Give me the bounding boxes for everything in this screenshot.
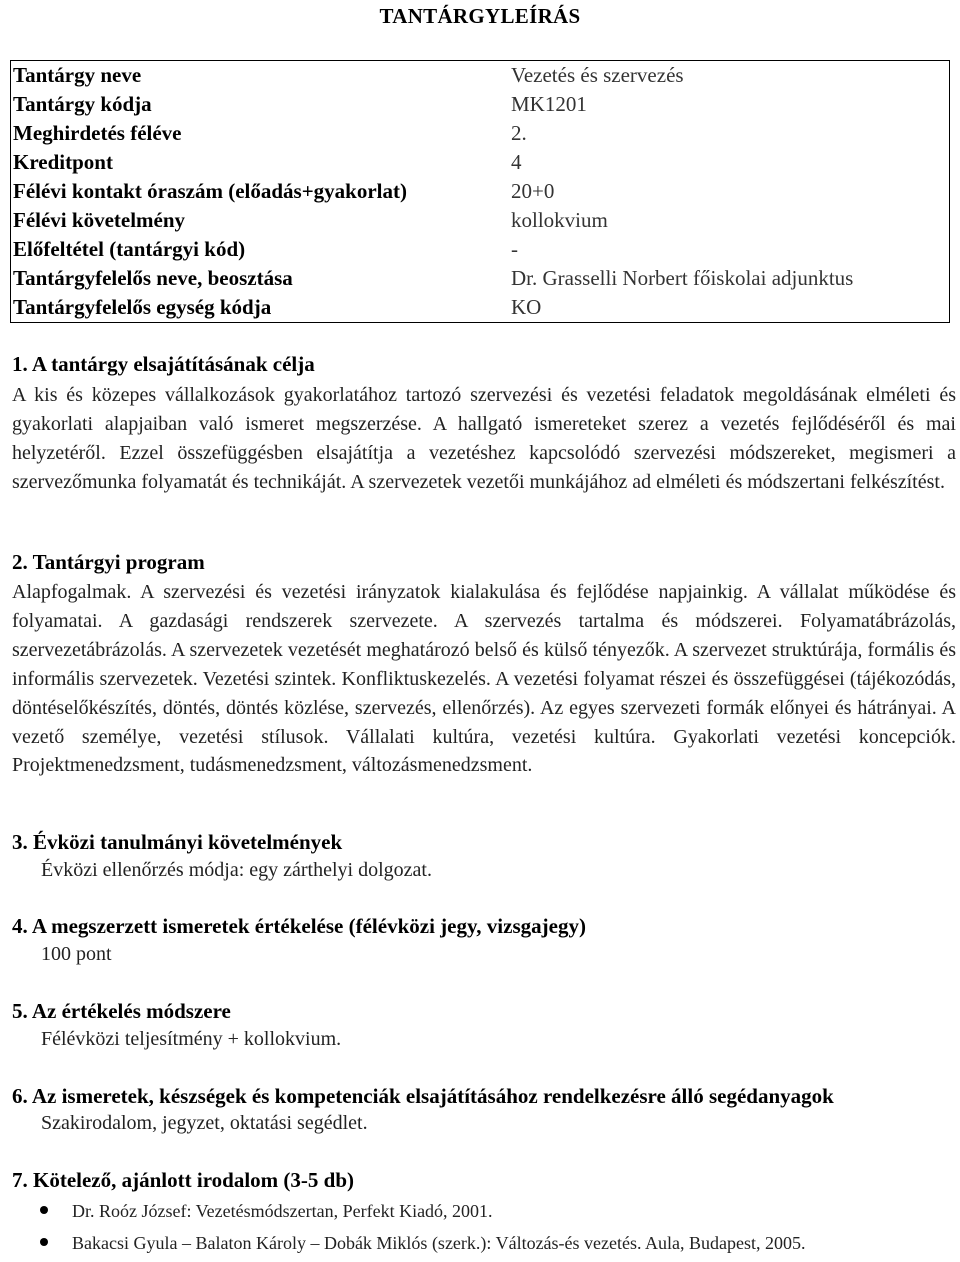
info-value: KO	[511, 295, 542, 319]
reference-list	[40, 1198, 806, 1262]
section-body: Alapfogalmak. A szervezési és vezetési irányzatok kialakulása és fejlődése napjainkig. A vállalat működése és folyamatai. A gazdasági rendszerek szervezete. A szervezés tartalma és módszerei. Folyamatábrázolás, szervezetábrázolás. A szervezetek vezetését meghatározó belső és külső tényezők. A szervezet struktúrája, formális és informális szervezetek. Vezetési szintek. Konfliktuskezelés. A vezetési folyamat részei és összefüggései (tájékozódás, döntéselőkészítés, döntés, döntés közlése, szervezés, ellenőrzés). Az egyes szervezeti formák előnyei és hátrányai. A vezető személye, vezetési stílusok. Vállalati kultúra, vezetési kultúra. Gyakorlati vezetési koncepciók. Projektmenedzsment, tudásmenedzsment, változásmenedzsment.	[12, 581, 956, 777]
info-value: 4	[511, 150, 522, 174]
section-body: 100 pont	[41, 943, 112, 965]
info-label: Félévi követelmény	[13, 208, 186, 232]
section-heading: 3. Évközi tanulmányi követelmények	[12, 830, 343, 854]
info-value: kollokvium	[511, 208, 608, 232]
info-label: Tantárgyfelelős neve, beosztása	[13, 266, 293, 290]
section-heading: 5. Az értékelés módszere	[12, 999, 231, 1023]
list-item	[40, 1198, 806, 1230]
info-row	[11, 148, 949, 177]
course-info-table	[10, 60, 950, 323]
info-label: Kreditpont	[13, 150, 113, 174]
section-heading: 2. Tantárgyi program	[12, 550, 205, 574]
info-row	[11, 206, 949, 235]
document-title: TANTÁRGYLEÍRÁS	[379, 4, 581, 28]
section-body: Évközi ellenőrzés módja: egy zárthelyi dolgozat.	[41, 859, 432, 881]
info-value: 20+0	[511, 179, 555, 203]
section-body: A kis és közepes vállalkozások gyakorlatához tartozó szervezési és vezetési feladatok megoldásának elméleti és gyakorlati alapjaiban való ismeret megszerzése. A hallgató ismereteket szerez a vezetés fejlődéséről és mai helyzetéről. Ezzel összefüggésben elsajátítja a vezetéshez kapcsolódó szervezési módszereket, megismeri a szervezőmunka folyamatát és technikáját. A szervezetek vezetői munkájához ad elméleti és módszertani felkészítést.	[12, 384, 956, 493]
info-row	[11, 177, 949, 206]
reference-text: Bakacsi Gyula – Balaton Károly – Dobák Miklós (szerk.): Változás-és vezetés. Aula, Budapest, 2005.	[72, 1233, 806, 1253]
info-value: 2.	[511, 121, 527, 145]
info-value: -	[511, 237, 518, 261]
section-heading: 1. A tantárgy elsajátításának célja	[12, 352, 315, 376]
section-heading: 4. A megszerzett ismeretek értékelése (félévközi jegy, vizsgajegy)	[12, 914, 586, 938]
info-value: Dr. Grasselli Norbert főiskolai adjunktus	[511, 266, 854, 290]
section-heading: 7. Kötelező, ajánlott irodalom (3-5 db)	[12, 1168, 354, 1192]
info-row	[11, 90, 949, 119]
info-value: Vezetés és szervezés	[511, 63, 684, 87]
info-label: Előfeltétel (tantárgyi kód)	[13, 237, 246, 261]
list-item	[40, 1230, 806, 1262]
info-row	[11, 119, 949, 148]
info-value: MK1201	[511, 92, 587, 116]
info-label: Félévi kontakt óraszám (előadás+gyakorlat)	[13, 179, 408, 203]
info-row	[11, 293, 949, 322]
info-label: Tantárgy kódja	[13, 92, 152, 116]
info-label: Meghirdetés féléve	[13, 121, 182, 145]
info-label: Tantárgy neve	[13, 63, 142, 87]
section-body: Szakirodalom, jegyzet, oktatási segédlet.	[41, 1112, 368, 1134]
section-body: Félévközi teljesítmény + kollokvium.	[41, 1028, 342, 1050]
info-row	[11, 235, 949, 264]
bullet-icon	[40, 1206, 48, 1214]
info-label: Tantárgyfelelős egység kódja	[13, 295, 272, 319]
section-heading: 6. Az ismeretek, készségek és kompetenciák elsajátításához rendelkezésre álló segédanyagok	[12, 1084, 834, 1108]
reference-text: Dr. Roóz József: Vezetésmódszertan, Perfekt Kiadó, 2001.	[72, 1201, 493, 1221]
info-row	[11, 61, 949, 90]
info-row	[11, 264, 949, 293]
bullet-icon	[40, 1238, 48, 1246]
